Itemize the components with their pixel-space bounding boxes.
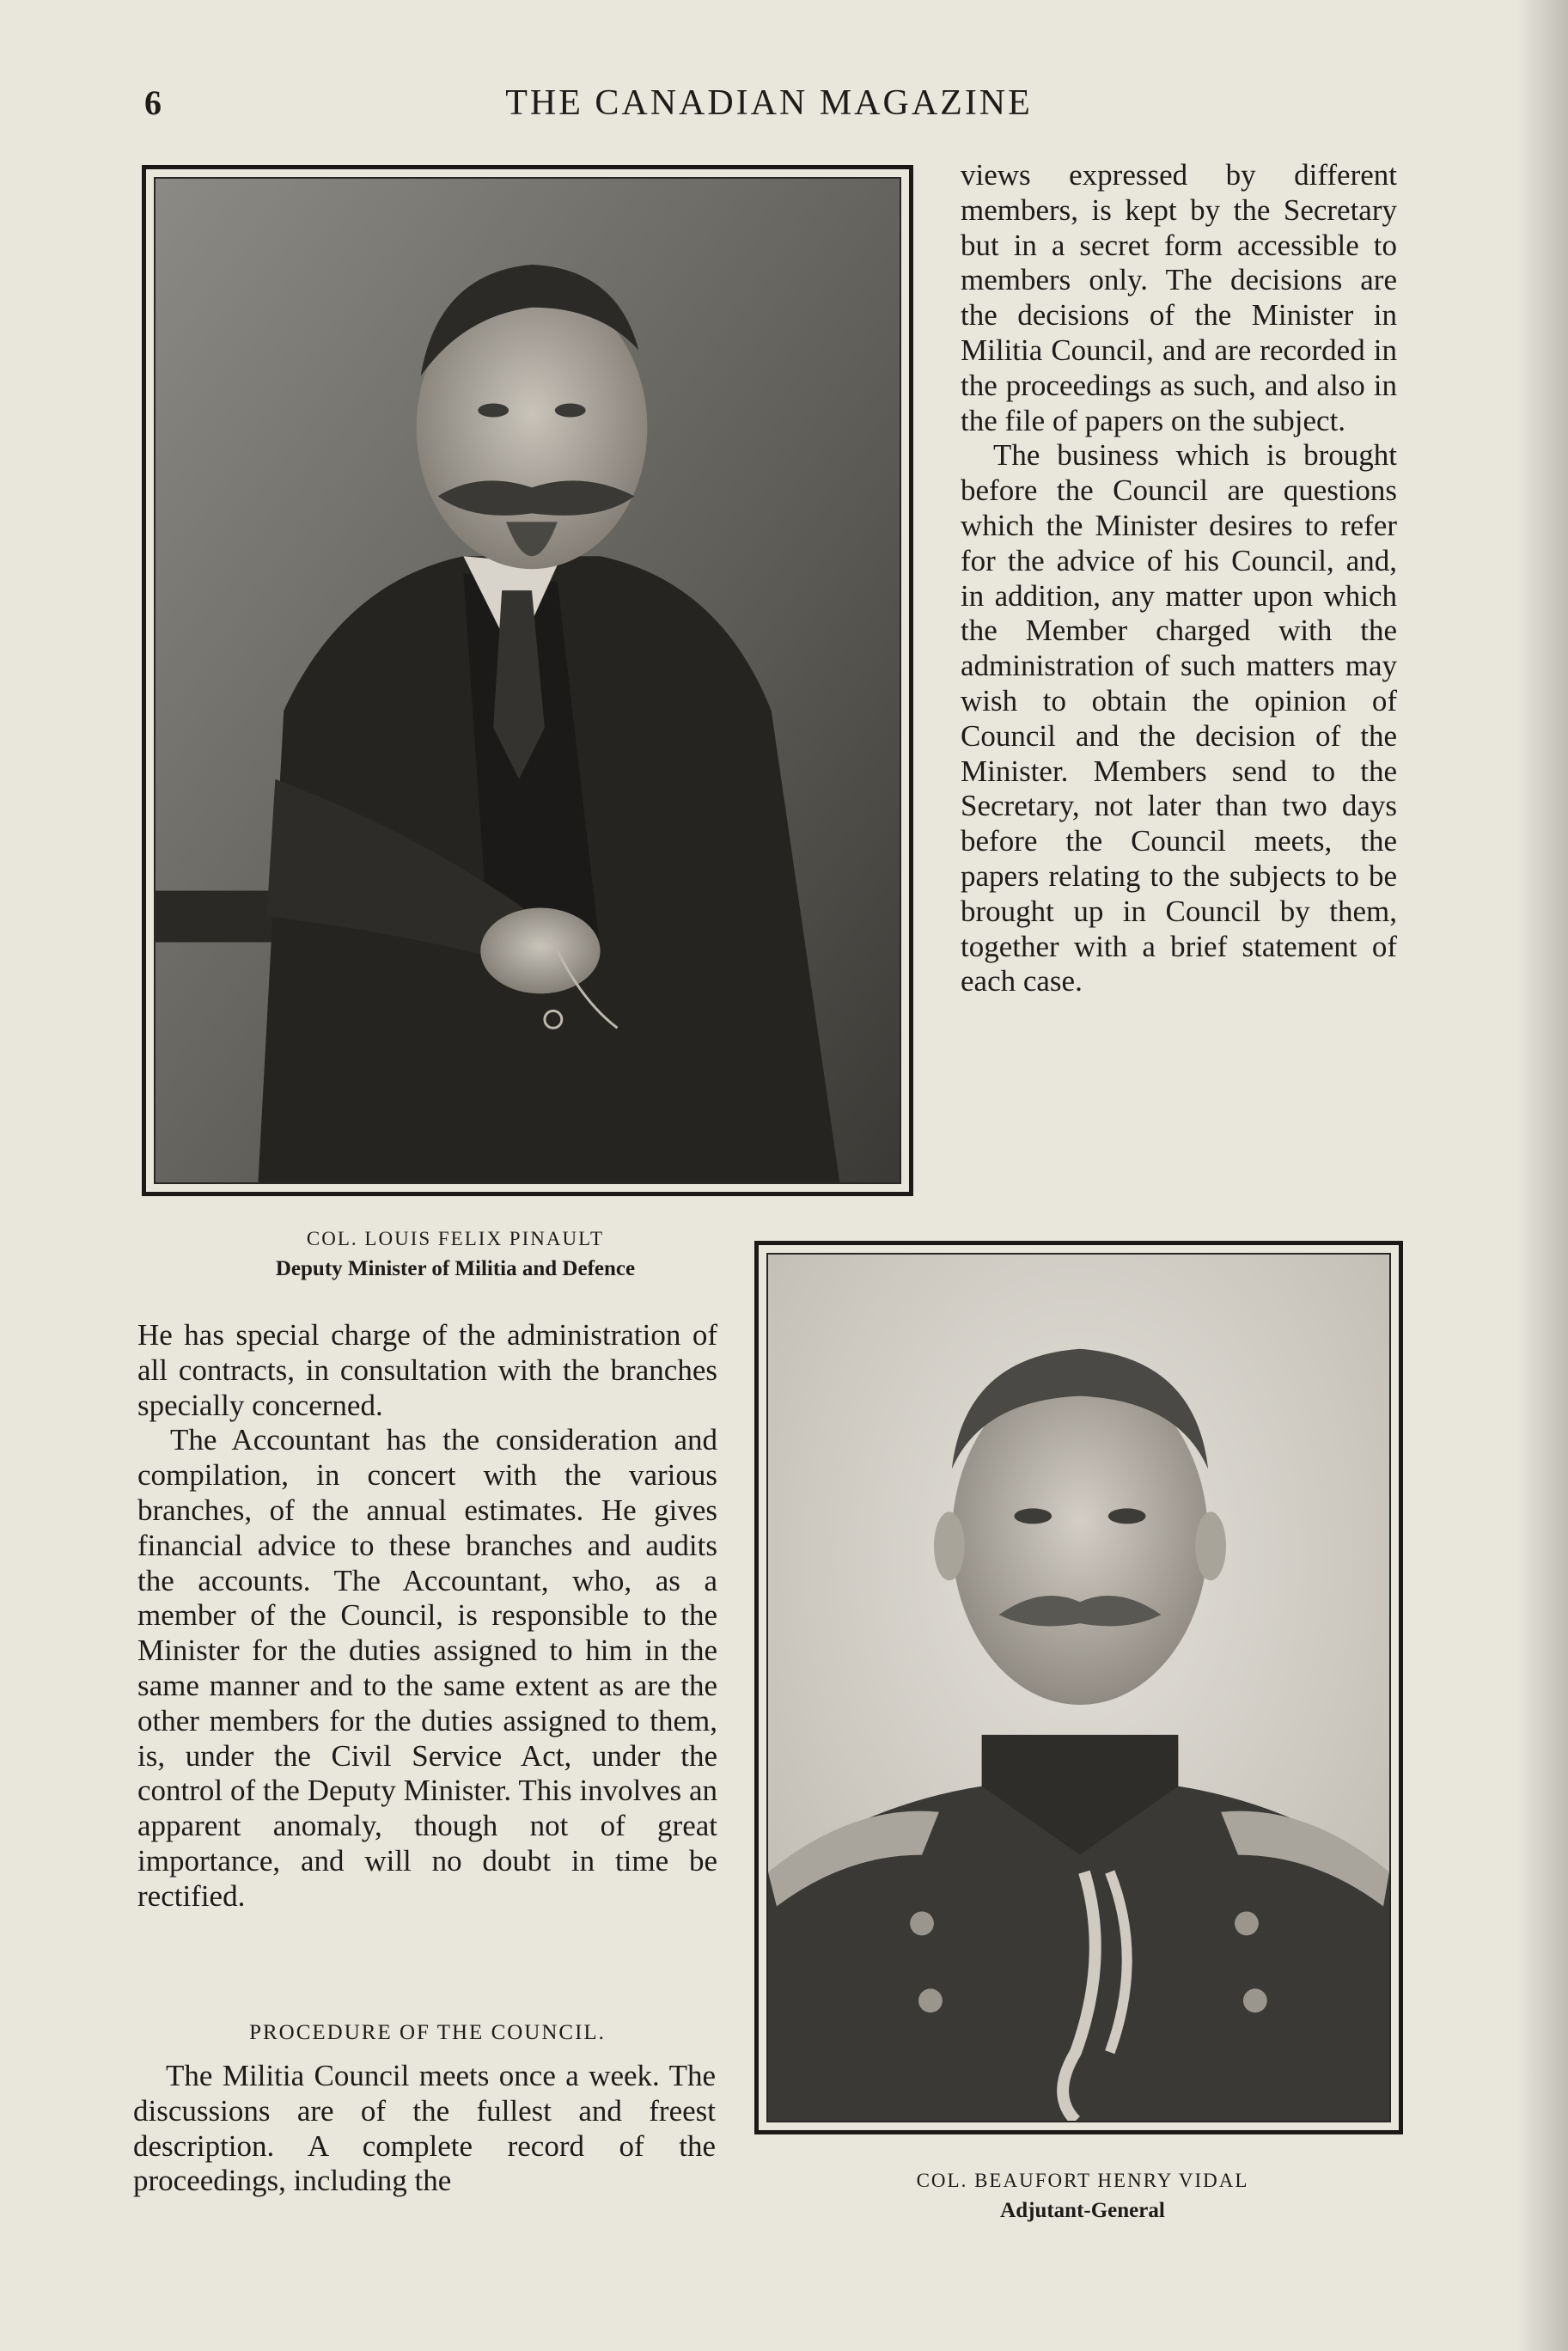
page-edge-shadow <box>1516 0 1568 2351</box>
paragraph: He has special charge of the administration of all contracts, in consultation with the branches specially concerned. <box>137 1318 717 1422</box>
paragraph: The Militia Council meets once a week. The discussions are of the fullest and freest description. A complete record of the proceedings, including the <box>133 2059 716 2198</box>
portrait-vidal-illustration <box>768 1255 1389 2121</box>
left-column-text <box>137 1318 717 1914</box>
caption-name: COL. BEAUFORT HENRY VIDAL <box>916 2170 1249 2191</box>
portrait-pinault-illustration <box>156 179 900 1182</box>
portrait-photo-pinault-image <box>154 177 901 1184</box>
right-column-text <box>961 158 1397 999</box>
portrait-photo-vidal-image <box>766 1253 1391 2122</box>
caption-role: Deputy Minister of Militia and Defence <box>275 1256 636 1280</box>
paragraph: The Accountant has the consideration and compilation, in concert with the various branches, of the annual estimates. He gives financial advice to these branches and audits the accounts. The Accountant, who, as a member of the Council, is responsible to the Minister for the duties assigned to him in the same manner and to the same extent as are the other members for the duties assigned to them, is, under the Civil Service Act, under the control of the Deputy Minister. This involves an apparent anomaly, though not of great importance, and will no doubt in time be rectified. <box>137 1423 717 1913</box>
left-column-section-text <box>133 2059 716 2199</box>
portrait-photo-vidal <box>754 1241 1403 2134</box>
caption-name: COL. LOUIS FELIX PINAULT <box>306 1228 605 1249</box>
caption-pinault <box>198 1225 713 1284</box>
section-heading: PROCEDURE OF THE COUNCIL. <box>249 2021 606 2044</box>
portrait-photo-pinault <box>142 165 913 1196</box>
caption-vidal <box>825 2167 1340 2226</box>
caption-role: Adjutant-General <box>1000 2198 1165 2222</box>
page-header <box>137 82 1400 134</box>
running-title: THE CANADIAN MAGAZINE <box>505 83 1033 123</box>
page-number: 6 <box>144 83 162 122</box>
paragraph: views expressed by different members, is kept by the Secretary but in a secret form accessible to members only. The decisions are the decisions of the Minister in Militia Council, and are recorded in the proceedings as such, and also in the file of papers on the subject. <box>961 158 1397 437</box>
paragraph: The business which is brought before the Council are questions which the Minister desires to refer for the advice of his Council, and, in addition, any matter upon which the Member charged with the administration of such matters may wish to obtain the opinion of Council and the decision of the Minister. Members send to the Secretary, not later than two days before the Council meets, the papers relating to the subjects to be brought up in Council by them, together with a brief statement of each case. <box>961 438 1397 998</box>
